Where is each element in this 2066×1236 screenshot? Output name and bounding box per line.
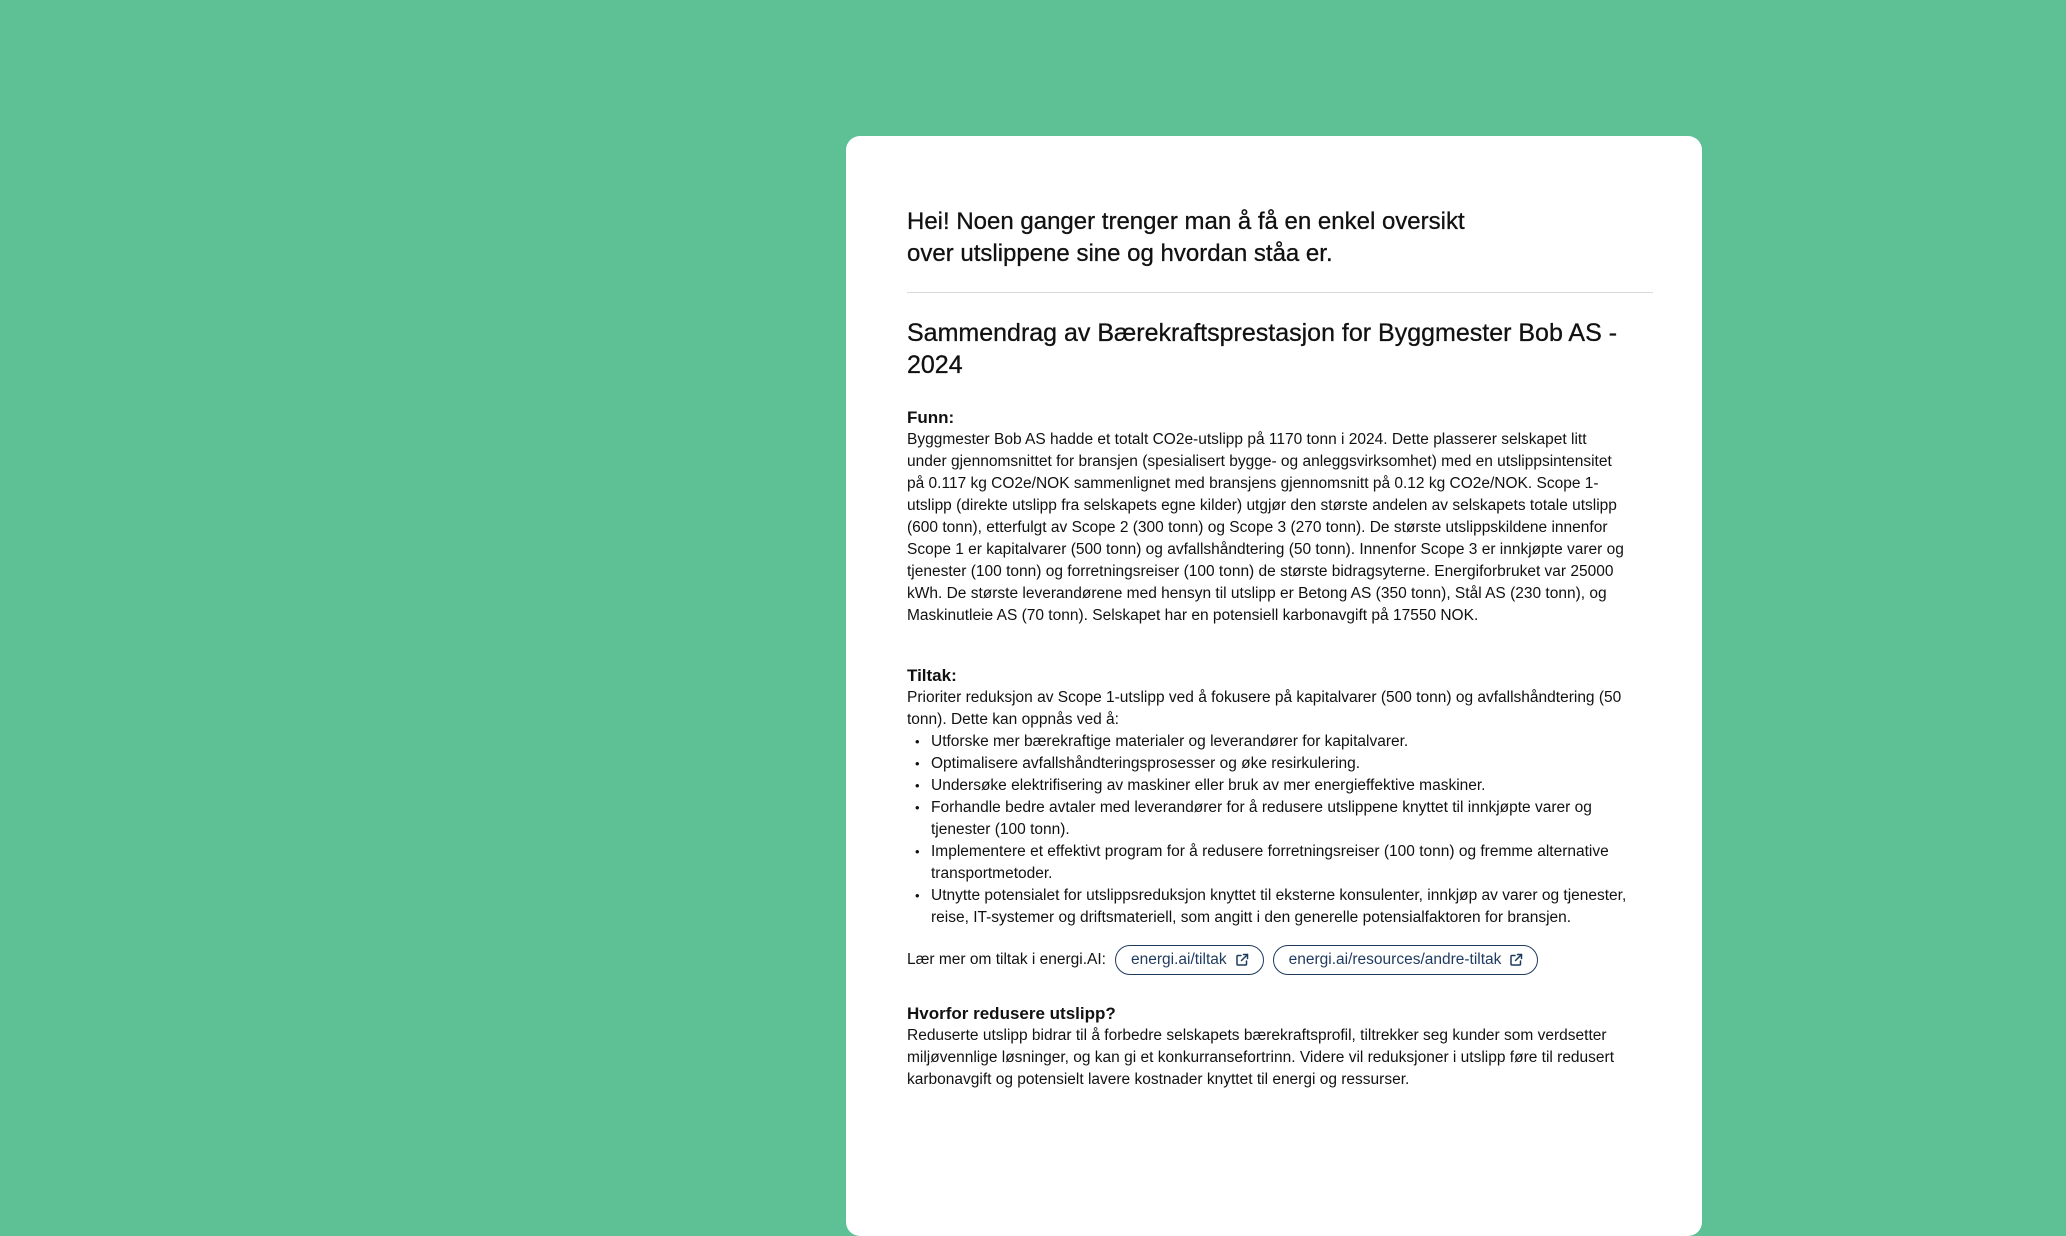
link-andre-tiltak-label: energi.ai/resources/andre-tiltak xyxy=(1288,951,1502,968)
greeting-text: Hei! Noen ganger trenger man å få en enkel oversikt over utslippene sine og hvordan ståa er. xyxy=(907,208,1465,267)
actions-section xyxy=(907,665,1653,975)
divider xyxy=(907,292,1653,293)
findings-text: Byggmester Bob AS hadde et totalt CO2e-utslipp på 1170 tonn i 2024. Dette plasserer selskapet litt under gjennomsnittet for bransjen (spesialisert bygge- og anleggsvirksomhet) med en utslippsintensitet på 0.117 kg CO2e/NOK sammenlignet med bransjens gjennomsnitt på 0.12 kg CO2e/NOK. Scope 1-utslipp (direkte utslipp fra selskapets egne kilder) utgjør den største andelen av selskapets totale utslipp (600 tonn), etterfulgt av Scope 2 (300 tonn) og Scope 3 (270 tonn). De største utslippskildene innenfor Scope 1 er kapitalvarer (500 tonn) og avfallshåndtering (50 tonn). Innenfor Scope 3 er innkjøpte varer og tjenester (100 tonn) og forretningsreiser (100 tonn) de største bidragsyterne. Energiforbruket var 25000 kWh. De største leverandørene med hensyn til utslipp er Betong AS (350 tonn), Stål AS (230 tonn), og Maskinutleie AS (70 tonn). Selskapet har en potensiell karbonavgift på 17550 NOK. xyxy=(907,431,1624,624)
report-title: Sammendrag av Bærekraftsprestasjon for Byggmester Bob AS - 2024 xyxy=(907,319,1618,379)
list-item: • Utnytte potensialet for utslippsreduksjon knyttet til eksterne konsulenter, innkjøp av varer og tjenester, reise, IT-systemer og driftsmateriell, som angitt i den generelle potensialfaktoren for bransjen. xyxy=(931,885,1631,929)
findings-heading: Funn: xyxy=(907,408,955,427)
summary-card xyxy=(846,136,1702,1236)
list-item: • Optimalisere avfallshåndteringsprosesser og øke resirkulering. xyxy=(931,753,1631,775)
list-item: • Implementere et effektivt program for å redusere forretningsreiser (100 tonn) og fremme alternative transportmetoder. xyxy=(931,841,1631,885)
learn-more-label: Lær mer om tiltak i energi.AI: xyxy=(907,951,1106,968)
list-item: • Forhandle bedre avtaler med leverandører for å redusere utslippene knyttet til innkjøpte varer og tjenester (100 tonn). xyxy=(931,797,1631,841)
findings-section xyxy=(907,407,1653,627)
actions-intro: Prioriter reduksjon av Scope 1-utslipp ved å fokusere på kapitalvarer (500 tonn) og avfallshåndtering (50 tonn). Dette kan oppnås ved å: xyxy=(907,689,1622,728)
learn-more-row xyxy=(907,945,1653,975)
link-tiltak-label: energi.ai/tiltak xyxy=(1130,951,1227,968)
link-andre-tiltak[interactable] xyxy=(1273,945,1539,975)
actions-heading: Tiltak: xyxy=(907,666,957,685)
actions-list xyxy=(907,731,1631,929)
why-section xyxy=(907,1003,1653,1091)
why-heading: Hvorfor redusere utslipp? xyxy=(907,1004,1116,1023)
link-tiltak[interactable] xyxy=(1115,945,1264,975)
why-text: Reduserte utslipp bidrar til å forbedre selskapets bærekraftsprofil, tiltrekker seg kunder som verdsetter miljøvennlige løsninger, og kan gi et konkurransefortrinn. Videre vil reduksjoner i utslipp føre til redusert karbonavgift og potensielt lavere kostnader knyttet til energi og ressurser. xyxy=(907,1027,1615,1088)
external-link-icon xyxy=(1235,953,1249,967)
external-link-icon xyxy=(1509,953,1523,967)
list-item: • Utforske mer bærekraftige materialer og leverandører for kapitalvarer. xyxy=(931,731,1631,753)
list-item: • Undersøke elektrifisering av maskiner eller bruk av mer energieffektive maskiner. xyxy=(931,775,1631,797)
